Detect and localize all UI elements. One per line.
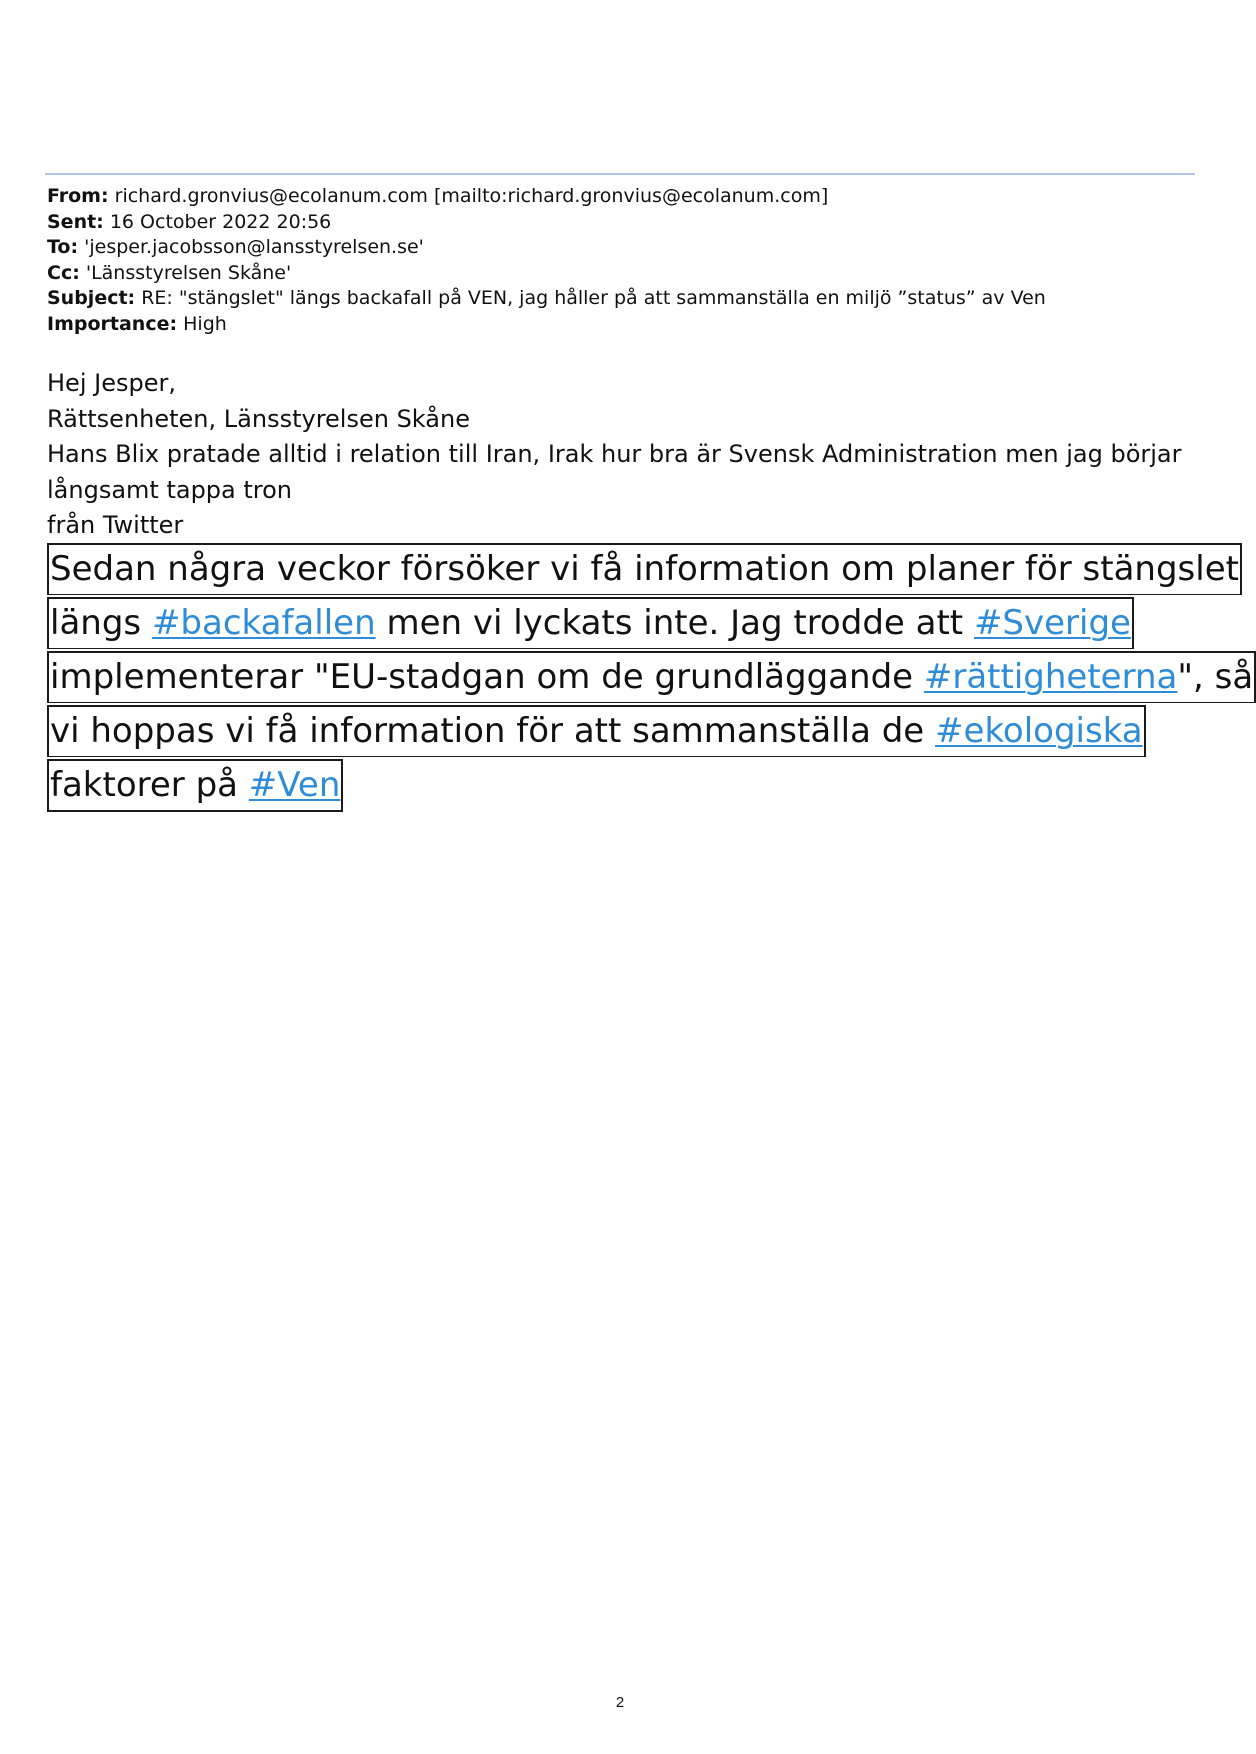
subject-label: Subject: [47,287,136,309]
tweet-line-5 [47,759,343,812]
hashtag-link-ekologiska[interactable]: #ekologiska [935,711,1143,751]
subject-row [47,286,1197,312]
to-row [47,235,1197,261]
body-line-from-twitter: från Twitter [47,511,184,539]
importance-value: High [183,312,227,335]
tweet-text: längs [50,603,152,643]
cc-row [47,261,1197,287]
importance-row [47,312,1197,338]
tweet-line-1 [47,543,1242,595]
sent-value: 16 October 2022 20:56 [109,210,332,233]
to-value: 'jesper.jacobsson@lansstyrelsen.se' [84,236,424,258]
tweet-text: Sedan några veckor försöker vi få information om planer för stängslet [50,549,1239,589]
sent-row [47,210,1197,236]
tweet-line-3 [47,651,1256,703]
quoted-tweet [47,543,1254,814]
body-line-tappa-tron: långsamt tappa tron [47,475,293,504]
tweet-text: faktorer på [50,765,249,805]
to-label: To: [47,236,79,258]
hashtag-link-ven[interactable]: #Ven [248,765,341,805]
cc-label: Cc: [47,261,80,284]
tweet-text: vi hoppas vi få information för att sammanställa de [50,711,936,751]
subject-value: RE: "stängslet" längs backafall på VEN, jag håller på att sammanställa en miljö ”status” av Ven [141,287,1046,309]
body-line-recipient-unit: Rättsenheten, Länsstyrelsen Skåne [47,404,470,433]
tweet-line-2 [47,597,1134,649]
importance-label: Importance: [47,312,178,335]
hashtag-link-sverige[interactable]: #Sverige [973,603,1131,643]
from-label: From: [47,185,109,207]
from-row [47,184,1197,210]
tweet-line-4 [47,705,1146,757]
page-number: 2 [615,1694,625,1711]
email-body [47,366,1197,544]
body-line-hans-blix: Hans Blix pratade alltid i relation till Iran, Irak hur bra är Svensk Administration men jag börjar [47,440,1182,468]
cc-value: 'Länsstyrelsen Skåne' [85,261,292,284]
sent-label: Sent: [47,210,104,233]
email-header [47,184,1197,337]
tweet-text: implementerar "EU-stadgan om de grundläggande [50,657,924,697]
hashtag-link-rattigheterna[interactable]: #rättigheterna [923,657,1178,697]
from-value: richard.gronvius@ecolanum.com [mailto:richard.gronvius@ecolanum.com] [114,185,829,207]
tweet-text: ", så [1177,657,1254,697]
header-divider [45,173,1195,175]
hashtag-link-backafallen[interactable]: #backafallen [151,603,376,643]
body-greeting: Hej Jesper, [47,369,176,397]
tweet-text: men vi lyckats inte. Jag trodde att [375,603,974,643]
